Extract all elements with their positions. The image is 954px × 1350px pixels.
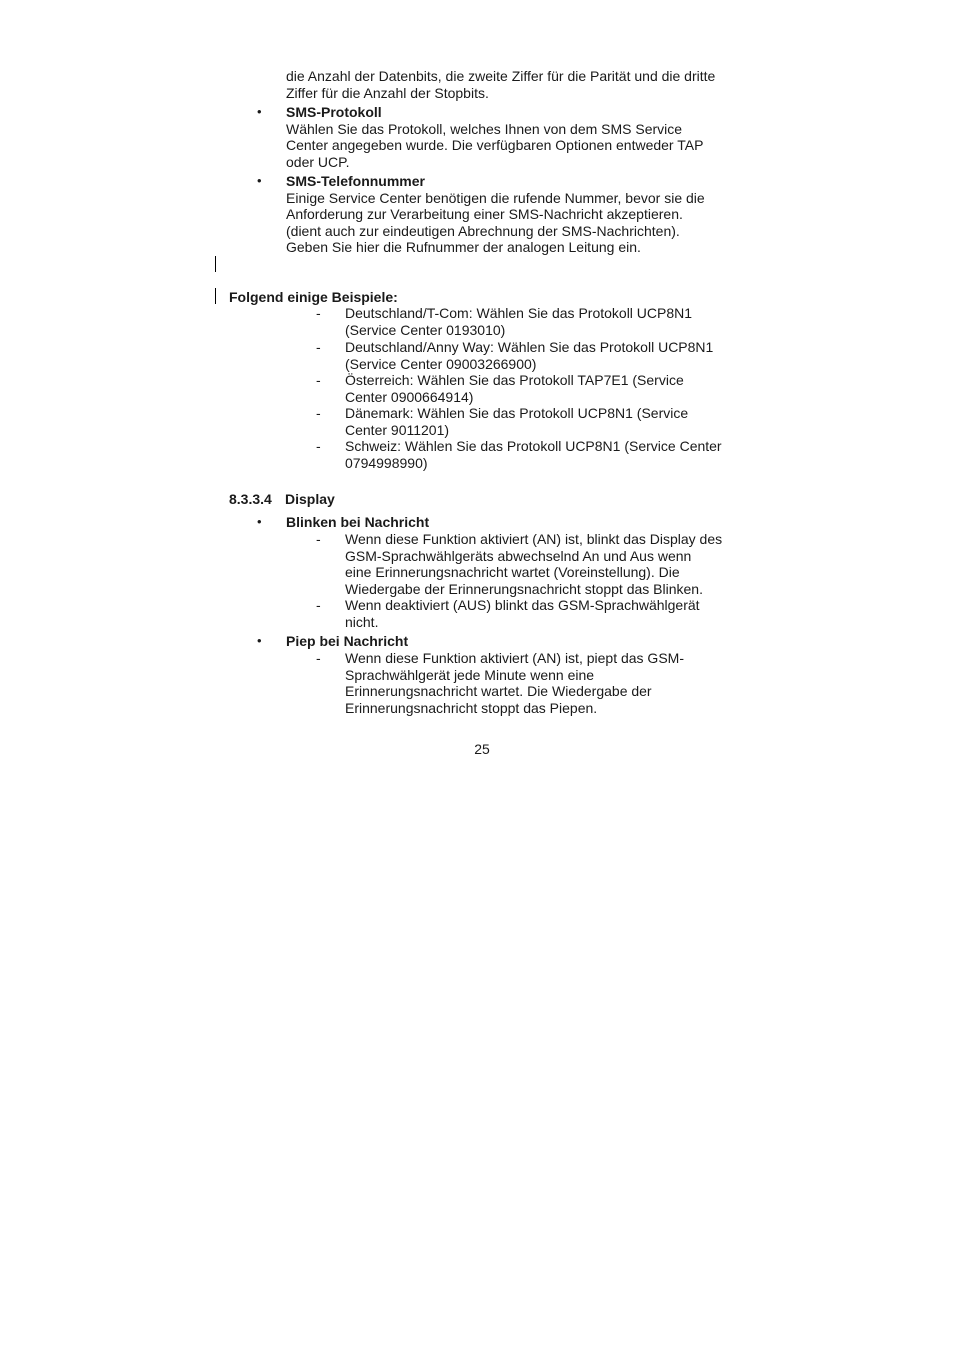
sms-protokoll-item — [286, 104, 703, 170]
text-line: die Anzahl der Datenbits, die zweite Ziffer für die Parität und die dritte — [286, 68, 716, 84]
text-line: nicht. — [345, 613, 379, 630]
example-item — [345, 305, 692, 338]
text-line: Center angegeben wurde. Die verfügbaren Optionen entweder TAP — [286, 137, 704, 154]
bullet-icon: • — [257, 173, 262, 188]
item-title: SMS-Protokoll — [286, 104, 382, 120]
text-line: 0794998990) — [345, 454, 428, 471]
example-item — [345, 372, 684, 405]
bullet-icon: • — [257, 104, 262, 119]
dash-marker: - — [316, 372, 321, 388]
text-line: Center 9011201) — [345, 421, 450, 438]
text-line: Deutschland/Anny Way: Wählen Sie das Protokoll UCP8N1 — [345, 339, 714, 355]
text-line: eine Erinnerungsnachricht wartet (Voreinstellung). Die — [345, 564, 680, 581]
text-line: Anforderung zur Verarbeitung einer SMS-Nachricht akzeptieren. — [286, 206, 683, 223]
change-bar — [215, 256, 216, 272]
text-line: Erinnerungsnachricht stoppt das Piepen. — [345, 699, 598, 716]
page-number: 25 — [474, 741, 490, 757]
text-line: (Service Center 0193010) — [345, 321, 506, 338]
text-line: (Service Center 09003266900) — [345, 355, 537, 372]
change-bar — [215, 288, 216, 304]
text-line: Wenn deaktiviert (AUS) blinkt das GSM-Sprachwählgerät — [345, 597, 700, 613]
text-line: Wählen Sie das Protokoll, welches Ihnen von dem SMS Service — [286, 120, 683, 137]
dash-marker: - — [316, 438, 321, 454]
text-line: Wiedergabe der Erinnerungsnachricht stoppt das Blinken. — [345, 580, 703, 597]
text-line: Center 0900664914) — [345, 388, 474, 405]
item-title: Piep bei Nachricht — [286, 633, 409, 649]
blinken-detail — [345, 531, 722, 597]
bullet-icon: • — [257, 633, 262, 648]
example-item — [345, 438, 722, 471]
example-item — [345, 339, 713, 372]
example-item — [345, 405, 688, 438]
sms-telefonnummer-item — [286, 173, 705, 256]
dash-marker: - — [316, 597, 321, 613]
text-line: Ziffer für die Anzahl der Stopbits. — [286, 84, 489, 101]
text-line: Schweiz: Wählen Sie das Protokoll UCP8N1 (Service Center — [345, 438, 722, 454]
section-title: Display — [285, 491, 335, 507]
item-title: Blinken bei Nachricht — [286, 514, 430, 530]
dash-marker: - — [316, 531, 321, 547]
text-line: GSM-Sprachwählgeräts abwechselnd An und Aus wenn — [345, 547, 692, 564]
text-line: oder UCP. — [286, 153, 350, 170]
text-line: Sprachwählgerät jede Minute wenn eine — [345, 666, 595, 683]
text-line: Erinnerungsnachricht wartet. Die Wiedergabe der — [345, 683, 652, 700]
text-line: Einige Service Center benötigen die rufende Nummer, bevor sie die — [286, 189, 705, 206]
text-line: (dient auch zur eindeutigen Abrechnung der SMS-Nachrichten). — [286, 222, 680, 239]
text-line: Deutschland/T-Com: Wählen Sie das Protokoll UCP8N1 — [345, 305, 693, 321]
blinken-detail — [345, 597, 700, 630]
dash-marker: - — [316, 650, 321, 666]
text-line: Wenn diese Funktion aktiviert (AN) ist, blinkt das Display des — [345, 531, 723, 547]
text-line: Geben Sie hier die Rufnummer der analogen Leitung ein. — [286, 239, 641, 256]
text-line: Österreich: Wählen Sie das Protokoll TAP7E1 (Service — [345, 372, 684, 388]
intro-paragraph — [286, 68, 715, 101]
section-number: 8.3.3.4 — [229, 491, 272, 507]
bullet-icon: • — [257, 514, 262, 529]
dash-marker: - — [316, 405, 321, 421]
piep-detail — [345, 650, 684, 716]
text-line: Dänemark: Wählen Sie das Protokoll UCP8N1 (Service — [345, 405, 689, 421]
item-title: SMS-Telefonnummer — [286, 173, 425, 189]
examples-heading: Folgend einige Beispiele: — [229, 289, 398, 305]
dash-marker: - — [316, 305, 321, 321]
text-line: Wenn diese Funktion aktiviert (AN) ist, piept das GSM- — [345, 650, 684, 666]
dash-marker: - — [316, 339, 321, 355]
